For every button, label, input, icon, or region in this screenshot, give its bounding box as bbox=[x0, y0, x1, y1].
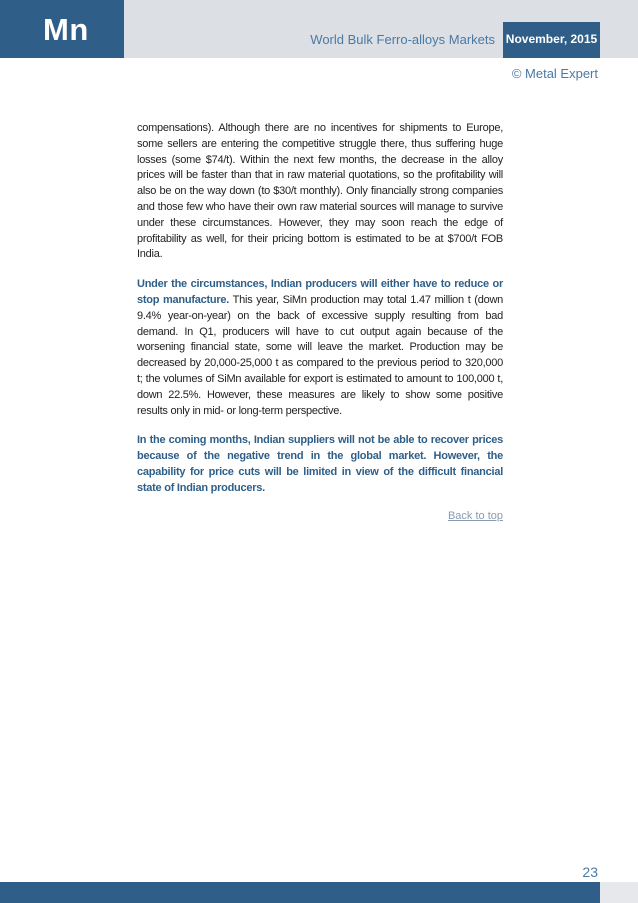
footer-band bbox=[0, 882, 638, 903]
paragraph-1: compensations). Although there are no incentives for shipments to Europe, some sellers are entering the competitive struggle there, thus suffering huge losses (some $74/t). Within the next few months, the decrease in the alloy prices will be faster than that in raw material quotations, so the profitability will also be on the way down (to $30/t monthly). Only financially strong companies and those few who have their own raw material sources will manage to survive under these circumstances. However, they may soon reach the edge of profitability as well, for their pricing bottom is estimated to be at $700/t FOB India. bbox=[137, 122, 503, 261]
paragraph-2-text: This year, SiMn production may total 1.47 million t (down 9.4% year-on-year) on the back of excessive supply resulting from bad demand. In Q1, producers will have to cut output again because of the worsening financial state, some will leave the market. Production may be decreased by 20,000-25,000 t as compared to the previous period to 320,000 t; the volumes of SiMn available for export is estimated to amount to 100,000 t, down 22.5%. However, these measures are likely to show some positive results only in mid- or long-term perspective. bbox=[137, 293, 504, 417]
element-logo-box bbox=[0, 0, 124, 58]
copyright-notice: © Metal Expert bbox=[511, 66, 598, 81]
issue-date-box bbox=[503, 22, 600, 58]
paragraph-3-conclusion: In the coming months, Indian suppliers will not be able to recover prices because of the negative trend in the global market. However, the capability for price cuts will be limited in view of the difficult financial state of Indian producers. bbox=[137, 434, 503, 494]
element-logo: Mn bbox=[43, 12, 89, 47]
article-body bbox=[137, 121, 503, 524]
back-to-top-link[interactable]: Back to top bbox=[447, 509, 503, 522]
back-to-top-row bbox=[137, 509, 503, 525]
paragraph-2-lead: Under the circumstances, Indian producers will either have to reduce or stop manufacture. bbox=[137, 278, 503, 306]
publication-title: World Bulk Ferro-alloys Markets bbox=[310, 32, 495, 47]
footer-band-end bbox=[600, 882, 638, 903]
issue-date: November, 2015 bbox=[505, 32, 598, 46]
paragraph-2 bbox=[137, 277, 503, 419]
page-number: 23 bbox=[582, 864, 598, 880]
